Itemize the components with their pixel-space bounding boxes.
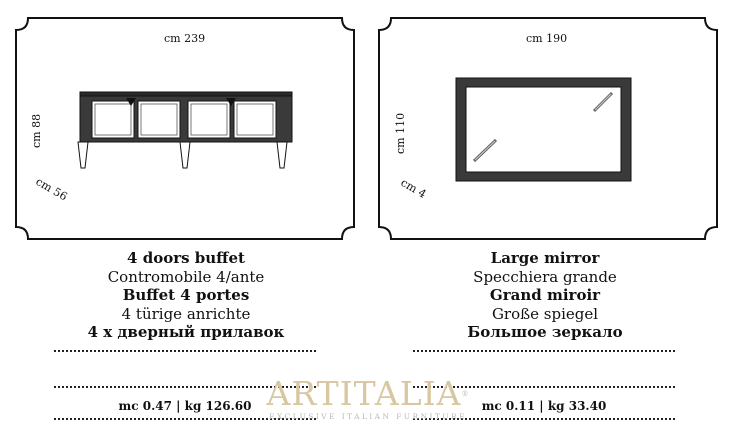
buffet-illustration <box>14 16 356 241</box>
artitalia-logo <box>262 376 474 422</box>
buffet-name-de: 4 türige anrichte <box>121 304 251 323</box>
buffet-name-fr: Buffet 4 portes <box>122 286 250 304</box>
buffet-title: 4 doors buffet <box>127 249 245 267</box>
mirror-separator-top <box>413 350 675 352</box>
buffet-drawing-frame <box>14 16 356 241</box>
mirror-name-ru: Большое зеркало <box>467 323 623 341</box>
buffet-width-label: cm 239 <box>164 32 206 45</box>
mirror-depth-label: cm 4 <box>398 176 429 201</box>
mirror-name-de: Große spiegel <box>491 304 599 323</box>
mirror-spec: mc 0.11 | kg 33.40 <box>481 399 607 413</box>
buffet-spec: mc 0.47 | kg 126.60 <box>118 399 252 413</box>
logo-brand <box>262 376 474 412</box>
buffet-height-label: cm 88 <box>30 113 43 148</box>
buffet-depth-label: cm 56 <box>33 175 70 204</box>
mirror-name-fr: Grand miroir <box>489 286 601 304</box>
mirror-names <box>415 249 675 342</box>
logo-registered-mark: ® <box>461 390 470 398</box>
mirror-title: Large mirror <box>490 249 600 267</box>
mirror-drawing-frame <box>377 16 719 241</box>
logo-brand-text: ARTITALIA <box>266 374 462 413</box>
buffet-name-ru: 4 х дверный прилавок <box>87 323 285 341</box>
logo-tagline: EXCLUSIVE ITALIAN FURNITURE <box>269 412 467 421</box>
mirror-height-label: cm 110 <box>394 112 407 154</box>
buffet-name-it: Contromobile 4/ante <box>107 267 265 286</box>
mirror-name-it: Specchiera grande <box>473 267 617 286</box>
buffet-separator-top <box>54 350 316 352</box>
mirror-width-label: cm 190 <box>526 32 568 45</box>
mirror-illustration <box>377 16 719 241</box>
buffet-names <box>56 249 316 342</box>
